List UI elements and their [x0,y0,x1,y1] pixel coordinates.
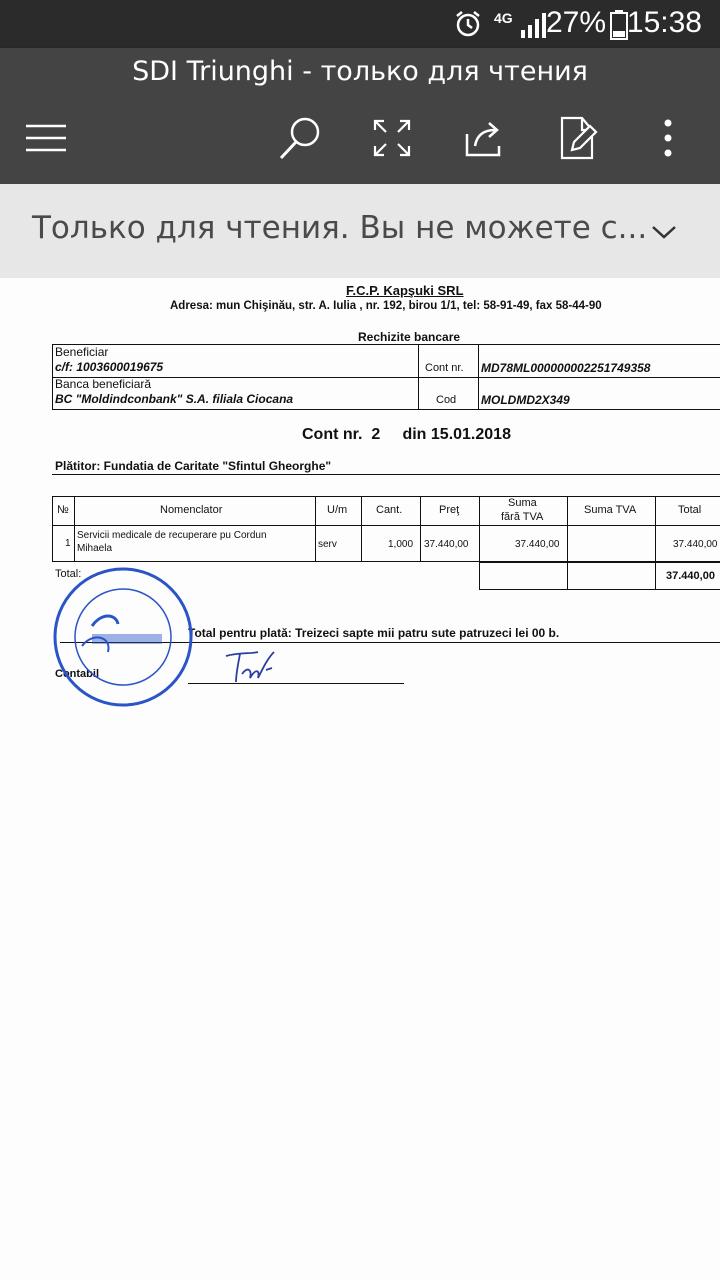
signature [222,648,292,688]
row-nomenclator-cont: Mihaela [77,543,113,554]
row-total: 37.440,00 [673,539,718,550]
company-address: Adresa: mun Chişinău, str. A. Iulia , nr. 192, birou 1/1, tel: 58-91-49, fax 58-44-90 [170,300,602,312]
invoice-title: Cont nr. 2 din 15.01.2018 [302,426,511,443]
table-divider [655,562,656,590]
accountant-label: Contabil [55,668,99,680]
app-header [0,48,720,184]
battery-icon [610,10,628,40]
bank-label: Banca beneficiară [55,377,152,391]
column-header-nomenclator: Nomenclator [160,504,223,516]
account-number: MD78ML000000002251749358 [481,361,651,375]
table-divider [52,525,720,526]
table-divider [479,496,480,562]
row-pret: 37.440,00 [424,539,469,550]
search-button[interactable] [272,110,328,166]
alarm-icon [454,10,482,38]
payer-underline [52,474,720,475]
clock: 15:38 [626,6,702,39]
search-icon [277,115,323,161]
fiscal-code: c/f: 1003600019675 [55,360,164,374]
column-header-nr: № [57,504,69,516]
document-title: SDI Triunghi - только для чтения [132,56,588,87]
share-icon [463,118,505,158]
network-type: 4G [494,10,513,26]
signal-icon [520,12,548,38]
column-header-pret: Preţ [439,504,460,516]
row-cant: 1,000 [388,539,414,550]
bank-code: MOLDMD2X349 [481,393,570,407]
read-only-banner[interactable] [0,184,720,279]
total-value: 37.440,00 [666,570,715,582]
table-divider [418,344,419,410]
column-header-suma-fara-tva: fără TVA [501,511,544,523]
table-divider [315,496,316,562]
column-header-suma-tva: Suma TVA [584,504,637,516]
signature-line [188,683,404,684]
more-icon [662,118,674,158]
company-name: F.C.P. Kapşuki SRL [346,283,464,298]
battery-percent: 27% [545,6,606,39]
fullscreen-icon [372,118,412,158]
edit-button[interactable] [550,110,606,166]
menu-button[interactable] [18,110,74,166]
column-header-total: Total [678,504,702,516]
total-in-words: Total pentru plată: Treizeci sapte mii patru sute patruzeci lei 00 b. [188,626,560,640]
bank-code-label: Cod [436,394,457,406]
status-bar [0,0,720,48]
bank-details-title: Rechizite bancare [358,330,461,344]
beneficiar-label: Beneficiar [55,345,109,359]
share-button[interactable] [456,110,512,166]
column-header-um: U/m [327,504,348,516]
more-options-button[interactable] [640,110,696,166]
total-label: Total: [55,568,82,580]
table-divider [567,562,568,590]
edit-icon [558,116,598,160]
table-divider [420,496,421,562]
column-header-suma: Suma [508,497,537,509]
document-page[interactable] [0,278,720,1280]
menu-icon [24,123,68,153]
read-only-message: Только для чтения. Вы не можете с... [32,210,648,246]
chevron-down-icon [651,224,677,240]
company-stamp [52,566,194,708]
expand-banner-button[interactable] [640,212,688,252]
row-nr: 1 [65,538,71,549]
table-divider [74,496,75,562]
row-nomenclator: Servicii medicale de recuperare pu Cordun [77,530,267,541]
bank-name: BC "Moldindconbank" S.A. filiala Ciocana [55,392,294,406]
table-divider [52,377,720,378]
payer: Plătitor: Fundatia de Caritate "Sfintul Gheorghe" [55,459,332,473]
column-header-cant: Cant. [376,504,403,516]
fullscreen-button[interactable] [364,110,420,166]
row-suma: 37.440,00 [515,539,560,550]
table-divider [655,496,656,562]
table-divider [567,496,568,562]
table-divider [361,496,362,562]
table-divider [478,344,479,410]
account-number-label: Cont nr. [425,362,464,374]
row-um: serv [318,539,337,550]
